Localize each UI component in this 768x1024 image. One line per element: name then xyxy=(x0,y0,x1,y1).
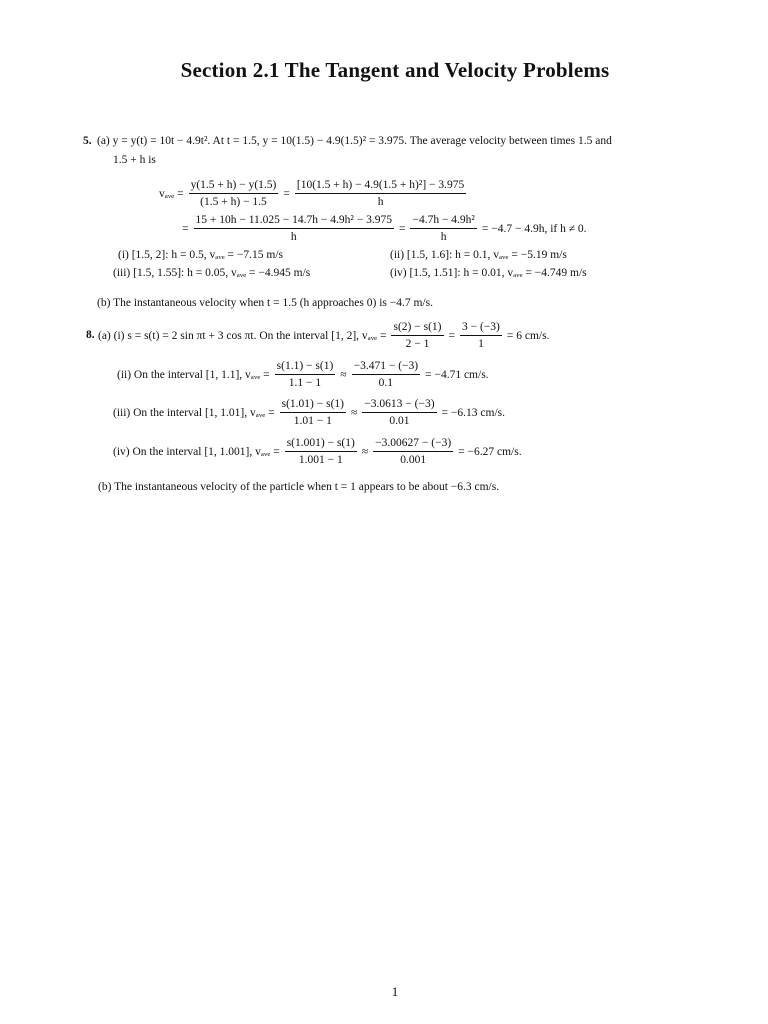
eq2-fraction-1 xyxy=(194,213,394,244)
eq1-frac2-denominator: h xyxy=(377,196,384,208)
p8-ii-frac1-numerator: s(1.1) − s(1) xyxy=(275,359,336,375)
eq2-frac1-numerator: 15 + 10h − 11.025 − 14.7h − 4.9h² − 3.975 xyxy=(194,213,394,229)
p8-iv-frac1-numerator: s(1.001) − s(1) xyxy=(285,436,357,452)
p8-a-label: (a) (i) s = s(t) = 2 sin πt + 3 cos πt. On the interval [1, 2], vₐᵥₑ = xyxy=(98,329,387,342)
p8-a-fraction-2 xyxy=(460,320,502,351)
p8-ii-label: (ii) On the interval [1, 1.1], vₐᵥₑ = xyxy=(117,368,270,381)
p8-a-tail: = 6 cm/s. xyxy=(506,329,550,342)
p8-iii-frac2-numerator: −3.0613 − (−3) xyxy=(362,397,436,413)
p8-a-fraction-1 xyxy=(391,320,443,351)
problem-8-part-b: (b) The instantaneous velocity of the particle when t = 1 appears to be about −6.3 cm/s. xyxy=(98,481,500,493)
p8-ii-fraction-2 xyxy=(352,359,421,390)
p8-ii-fraction-1 xyxy=(275,359,336,390)
problem-5-case-iv: (iv) [1.5, 1.51]: h = 0.01, vₐᵥₑ = −4.749 m/s xyxy=(390,267,587,279)
p8-iii-approx: ≈ xyxy=(350,406,358,419)
p8-iv-fraction-2 xyxy=(373,436,453,467)
problem-8-number: 8. xyxy=(86,329,95,341)
eq2-frac2-numerator: −4.7h − 4.9h² xyxy=(410,213,476,229)
p8-iii-fraction-2 xyxy=(362,397,436,428)
p8-iii-frac1-numerator: s(1.01) − s(1) xyxy=(280,397,346,413)
p8-ii-frac2-denominator: 0.1 xyxy=(378,377,394,389)
p8-iv-approx: ≈ xyxy=(361,445,369,458)
eq1-fraction-1 xyxy=(189,178,279,209)
page-number: 1 xyxy=(391,984,399,999)
p8-iii-label: (iii) On the interval [1, 1.01], vₐᵥₑ = xyxy=(113,406,275,419)
problem-8-part-ii xyxy=(117,359,489,390)
eq2-fraction-2 xyxy=(410,213,476,244)
p8-iv-frac2-numerator: −3.00627 − (−3) xyxy=(373,436,453,452)
eq2-frac2-denominator: h xyxy=(440,231,447,243)
p8-ii-approx: ≈ xyxy=(340,368,347,381)
eq2-tail: = −4.7 − 4.9h, if h ≠ 0. xyxy=(481,222,587,235)
eq1-lhs: vₐᵥₑ = xyxy=(159,187,184,200)
p8-ii-frac2-numerator: −3.471 − (−3) xyxy=(352,359,421,375)
page-title: Section 2.1 The Tangent and Velocity Problems xyxy=(180,58,610,82)
problem-5-case-i: (i) [1.5, 2]: h = 0.5, vₐᵥₑ = −7.15 m/s xyxy=(118,249,284,261)
problem-5-line1: (a) y = y(t) = 10t − 4.9t². At t = 1.5, y = 10(1.5) − 4.9(1.5)² = 3.975. The average velocity between times 1.5 and xyxy=(97,135,612,147)
eq1-frac2-numerator: [10(1.5 + h) − 4.9(1.5 + h)²] − 3.975 xyxy=(295,178,466,194)
p8-iii-tail: = −6.13 cm/s. xyxy=(441,406,505,419)
problem-5-case-iii: (iii) [1.5, 1.55]: h = 0.05, vₐᵥₑ = −4.945 m/s xyxy=(113,267,311,279)
p8-iv-label: (iv) On the interval [1, 1.001], vₐᵥₑ = xyxy=(113,445,280,458)
eq1-frac1-denominator: (1.5 + h) − 1.5 xyxy=(200,196,267,208)
eq1-frac1-numerator: y(1.5 + h) − y(1.5) xyxy=(189,178,279,194)
p8-iv-frac1-denominator: 1.001 − 1 xyxy=(298,454,343,466)
eq2-frac1-denominator: h xyxy=(290,231,297,243)
p8-a-frac2-numerator: 3 − (−3) xyxy=(460,320,502,336)
p8-iii-fraction-1 xyxy=(280,397,346,428)
eq2-equals: = xyxy=(182,222,189,235)
eq2-equals-2: = xyxy=(398,222,406,235)
p8-ii-tail: = −4.71 cm/s. xyxy=(425,368,489,381)
p8-iv-tail: = −6.27 cm/s. xyxy=(458,445,522,458)
problem-8-part-a-i xyxy=(98,320,549,351)
eq1-equals: = xyxy=(283,187,290,200)
problem-8-part-iii xyxy=(113,397,505,428)
eq1-fraction-2 xyxy=(295,178,466,209)
problem-5-number: 5. xyxy=(83,135,92,147)
p8-iv-fraction-1 xyxy=(285,436,357,467)
problem-5-case-ii: (ii) [1.5, 1.6]: h = 0.1, vₐᵥₑ = −5.19 m/s xyxy=(390,249,567,261)
p8-iv-frac2-denominator: 0.001 xyxy=(400,454,427,466)
p8-a-frac1-numerator: s(2) − s(1) xyxy=(391,320,443,336)
problem-5-line2: 1.5 + h is xyxy=(113,154,156,166)
p8-ii-frac1-denominator: 1.1 − 1 xyxy=(288,377,322,389)
problem-5-equation-2 xyxy=(182,213,587,244)
p8-iii-frac2-denominator: 0.01 xyxy=(389,415,410,427)
p8-iii-frac1-denominator: 1.01 − 1 xyxy=(293,415,332,427)
problem-8-part-iv xyxy=(113,436,522,467)
problem-5-part-b: (b) The instantaneous velocity when t = 1.5 (h approaches 0) is −4.7 m/s. xyxy=(97,297,433,309)
p8-a-frac1-denominator: 2 − 1 xyxy=(405,338,430,350)
p8-a-frac2-denominator: 1 xyxy=(478,338,484,350)
p8-a-equals: = xyxy=(448,329,455,342)
problem-5-equation-1 xyxy=(159,178,469,209)
